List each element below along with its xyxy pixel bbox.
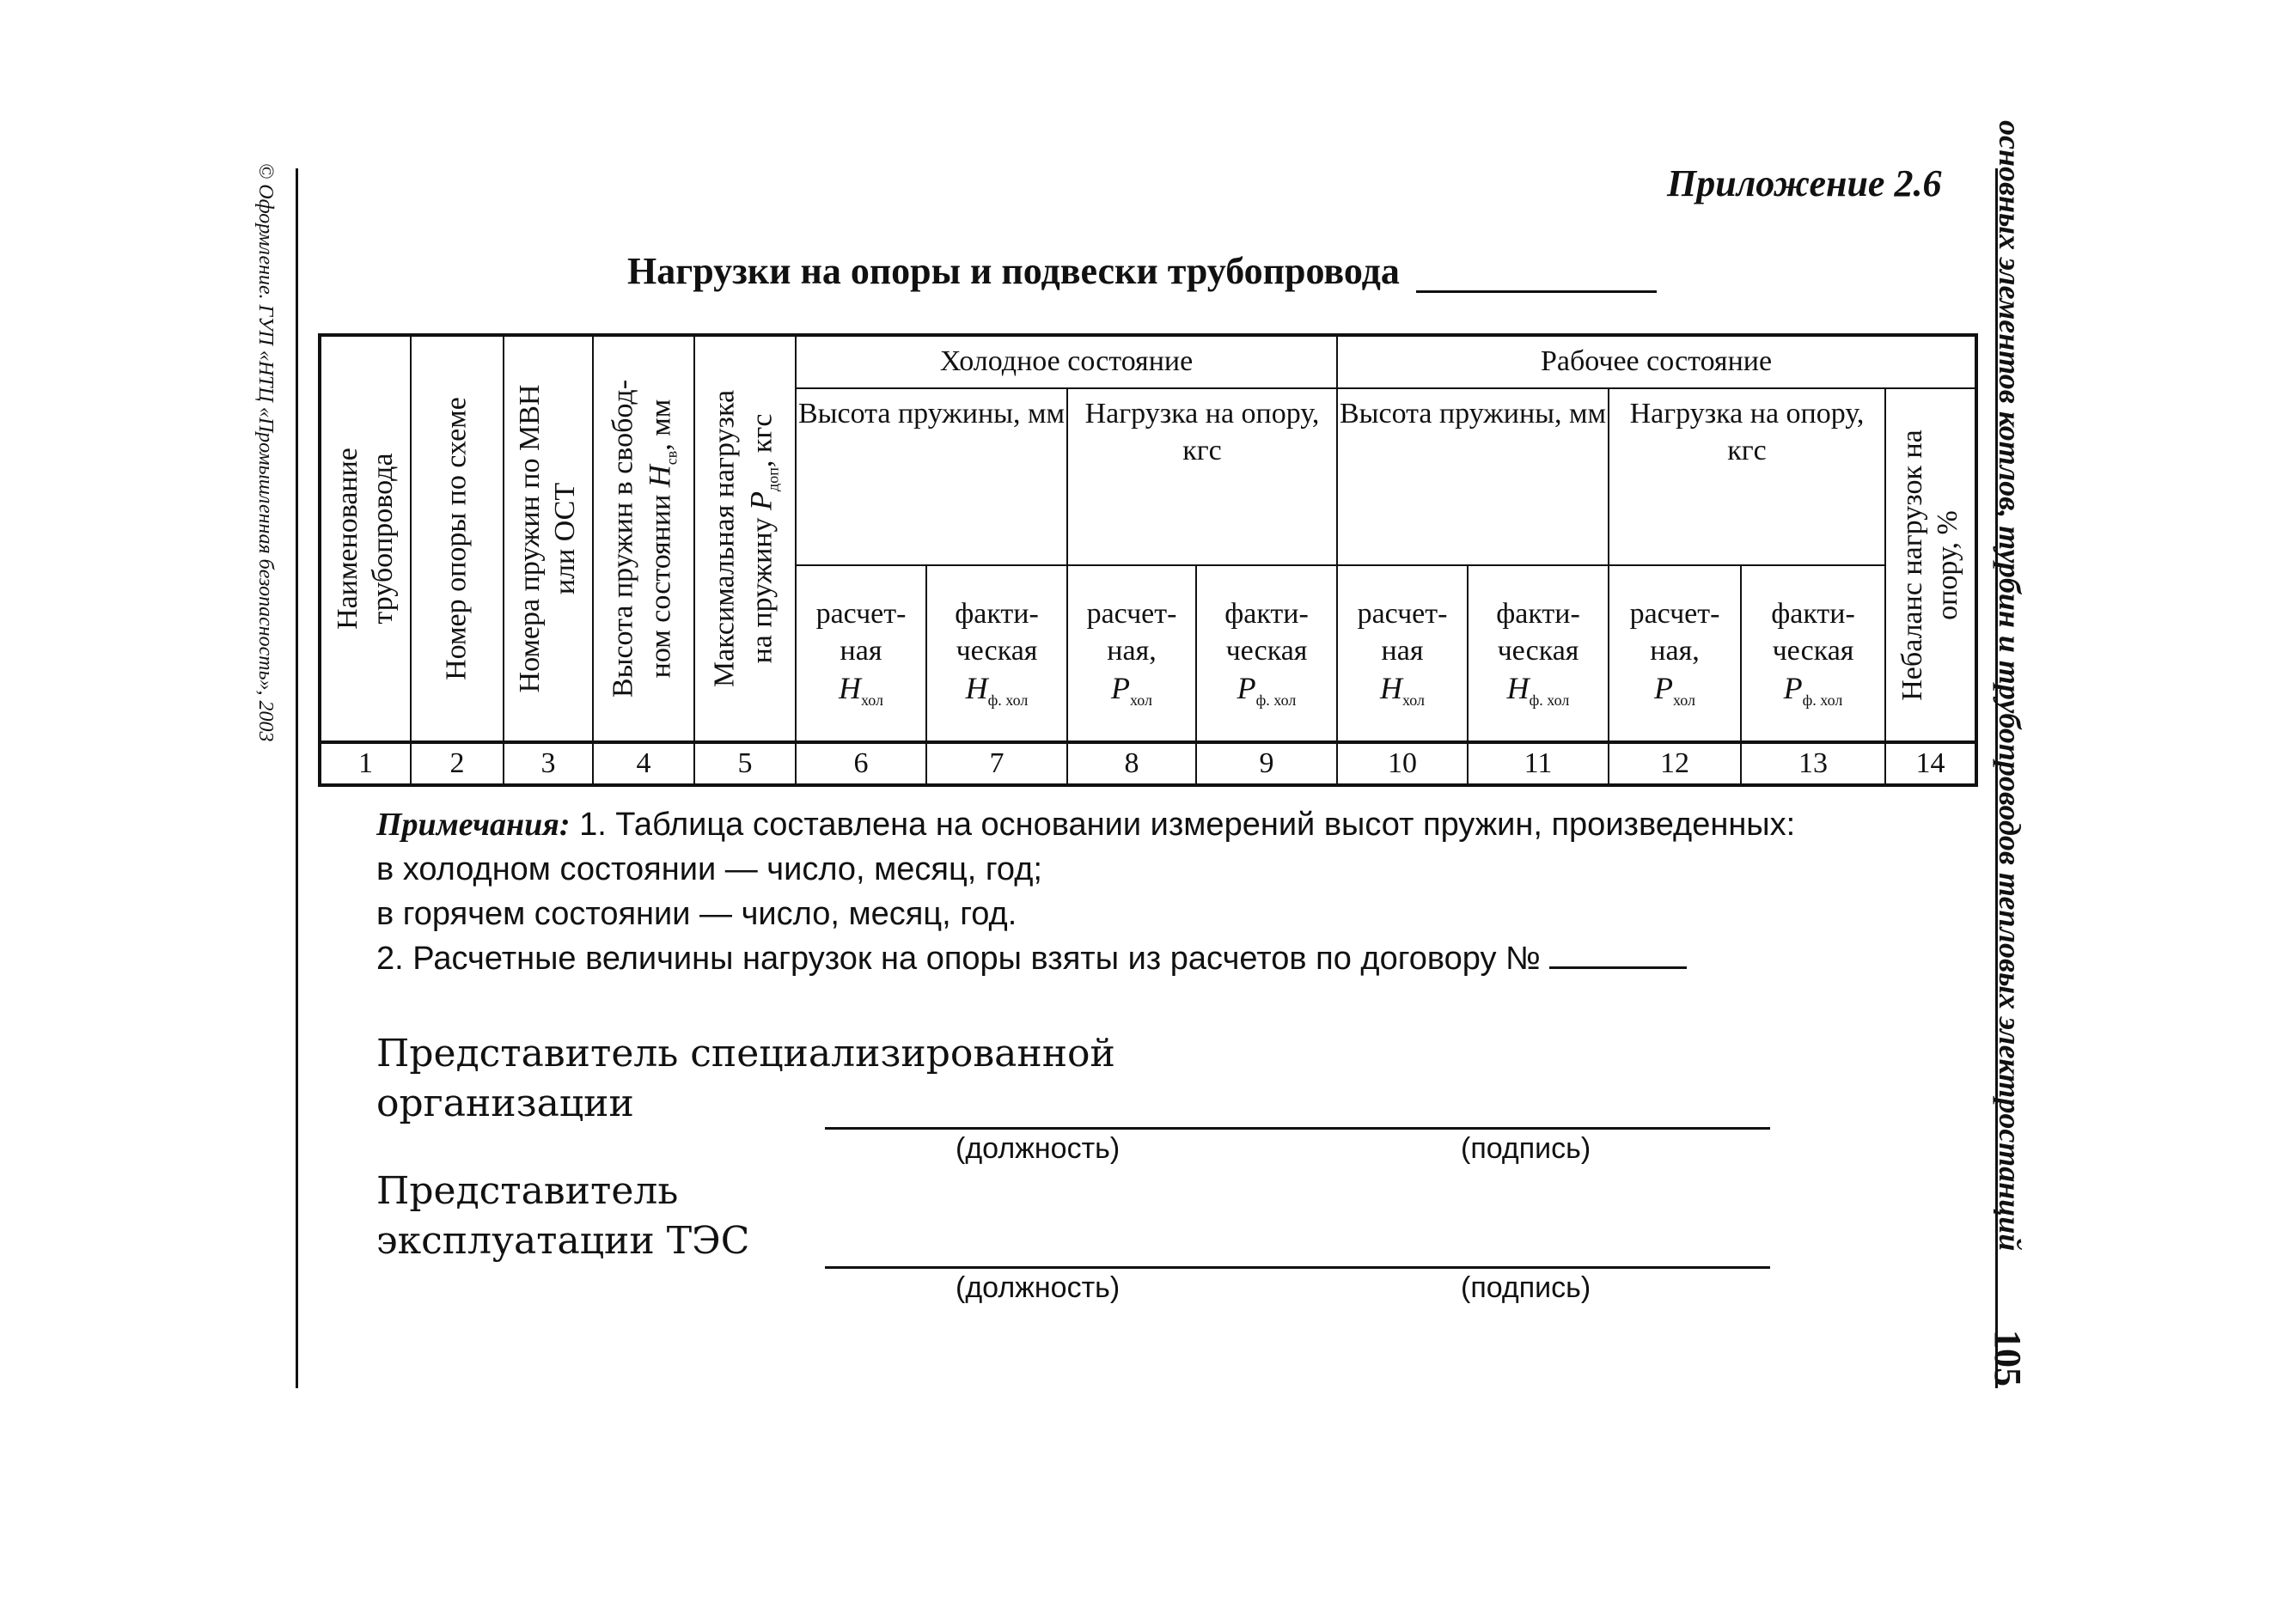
notes-label: Примечания:: [376, 807, 571, 843]
sub-cold-height-fact: факти- ческая $H_{ф. хол}$: [926, 565, 1067, 742]
header-work-load: Нагрузка на опору, кгс: [1609, 388, 1885, 565]
signature-line-2: [825, 1266, 1770, 1269]
col-number: 1: [320, 742, 411, 785]
notes-block: [376, 802, 1795, 981]
column-numbers-row: [320, 742, 1976, 785]
sub-cold-load-calc: расчет- ная, $P_{хол}$: [1067, 565, 1196, 742]
loads-table: [318, 333, 1978, 787]
note-2: 2. Расчетные величины нагрузок на опоры взяты из расчетов по договору №: [376, 941, 1541, 977]
side-running-title: основных элементов котлов, турбин и трубопроводов тепловых электростанций: [1993, 120, 2027, 1252]
position-caption-2: (должность): [956, 1271, 1121, 1304]
note-1-cold: в холодном состоянии — число, месяц, год;: [376, 851, 1042, 887]
col-number: 9: [1196, 742, 1337, 785]
col-number: 4: [593, 742, 694, 785]
page-number: 105: [1987, 1330, 2029, 1386]
col-header-pipeline: Наименование трубопровода: [320, 335, 411, 742]
col-header-spring-numbers: Номера пружин по МВН или ОСТ: [504, 335, 593, 742]
position-caption-1: (должность): [956, 1132, 1121, 1165]
note-1: 1. Таблица составлена на основании измерений высот пружин, произведенных:: [579, 807, 1796, 843]
col-number: 5: [694, 742, 796, 785]
col-header-support-number: Номер опоры по схеме: [411, 335, 504, 742]
sub-cold-height-calc: расчет- ная $H_{хол}$: [796, 565, 926, 742]
signatory-specialized-org: Представитель специализированной организации: [376, 1032, 1115, 1125]
col-header-max-load: Максимальная нагрузка на пружину $P_{доп}$, кгс: [694, 335, 796, 742]
col-number: 14: [1885, 742, 1976, 785]
header-cold-state: Холодное состояние: [796, 335, 1337, 388]
header-work-height: Высота пружины, мм: [1337, 388, 1609, 565]
sub-work-height-fact: факти- ческая $H_{ф. хол}$: [1468, 565, 1609, 742]
appendix-label: Приложение 2.6: [1667, 162, 1942, 204]
col-number: 12: [1609, 742, 1741, 785]
sub-work-load-calc: расчет- ная, $P_{хол}$: [1609, 565, 1741, 742]
header-cold-load: Нагрузка на опору, кгс: [1067, 388, 1337, 565]
contract-number-blank: [1549, 941, 1687, 969]
col-number: 3: [504, 742, 593, 785]
header-cold-height: Высота пружины, мм: [796, 388, 1067, 565]
col-number: 13: [1741, 742, 1885, 785]
side-copyright: © Оформление. ГУП «НТЦ «Промышленная безопасность», 2003: [254, 163, 277, 742]
col-header-imbalance: Небаланс нагрузок на опору, %: [1885, 388, 1976, 742]
header-working-state: Рабочее состояние: [1337, 335, 1976, 388]
col-number: 7: [926, 742, 1067, 785]
note-1-hot: в горячем состоянии — число, месяц, год.: [376, 896, 1017, 932]
signature-caption-2: (подпись): [1461, 1271, 1591, 1304]
signature-caption-1: (подпись): [1461, 1132, 1591, 1165]
col-header-free-height: Высота пружин в свобод- ном состоянии $H_{св}$, мм: [593, 335, 694, 742]
page-title: Нагрузки на опоры и подвески трубопровода: [627, 250, 1400, 292]
sub-work-load-fact: факти- ческая $P_{ф. хол}$: [1741, 565, 1885, 742]
col-number: 11: [1468, 742, 1609, 785]
col-number: 10: [1337, 742, 1468, 785]
col-number: 2: [411, 742, 504, 785]
signature-line-1: [825, 1127, 1770, 1130]
sub-cold-load-fact: факти- ческая $P_{ф. хол}$: [1196, 565, 1337, 742]
col-number: 6: [796, 742, 926, 785]
sub-work-height-calc: расчет- ная $H_{хол}$: [1337, 565, 1468, 742]
left-margin-line: [296, 168, 298, 1388]
title-blank-line: [1416, 290, 1657, 293]
col-number: 8: [1067, 742, 1196, 785]
signatory-tps-operation: Представитель эксплуатации ТЭС: [376, 1169, 750, 1263]
